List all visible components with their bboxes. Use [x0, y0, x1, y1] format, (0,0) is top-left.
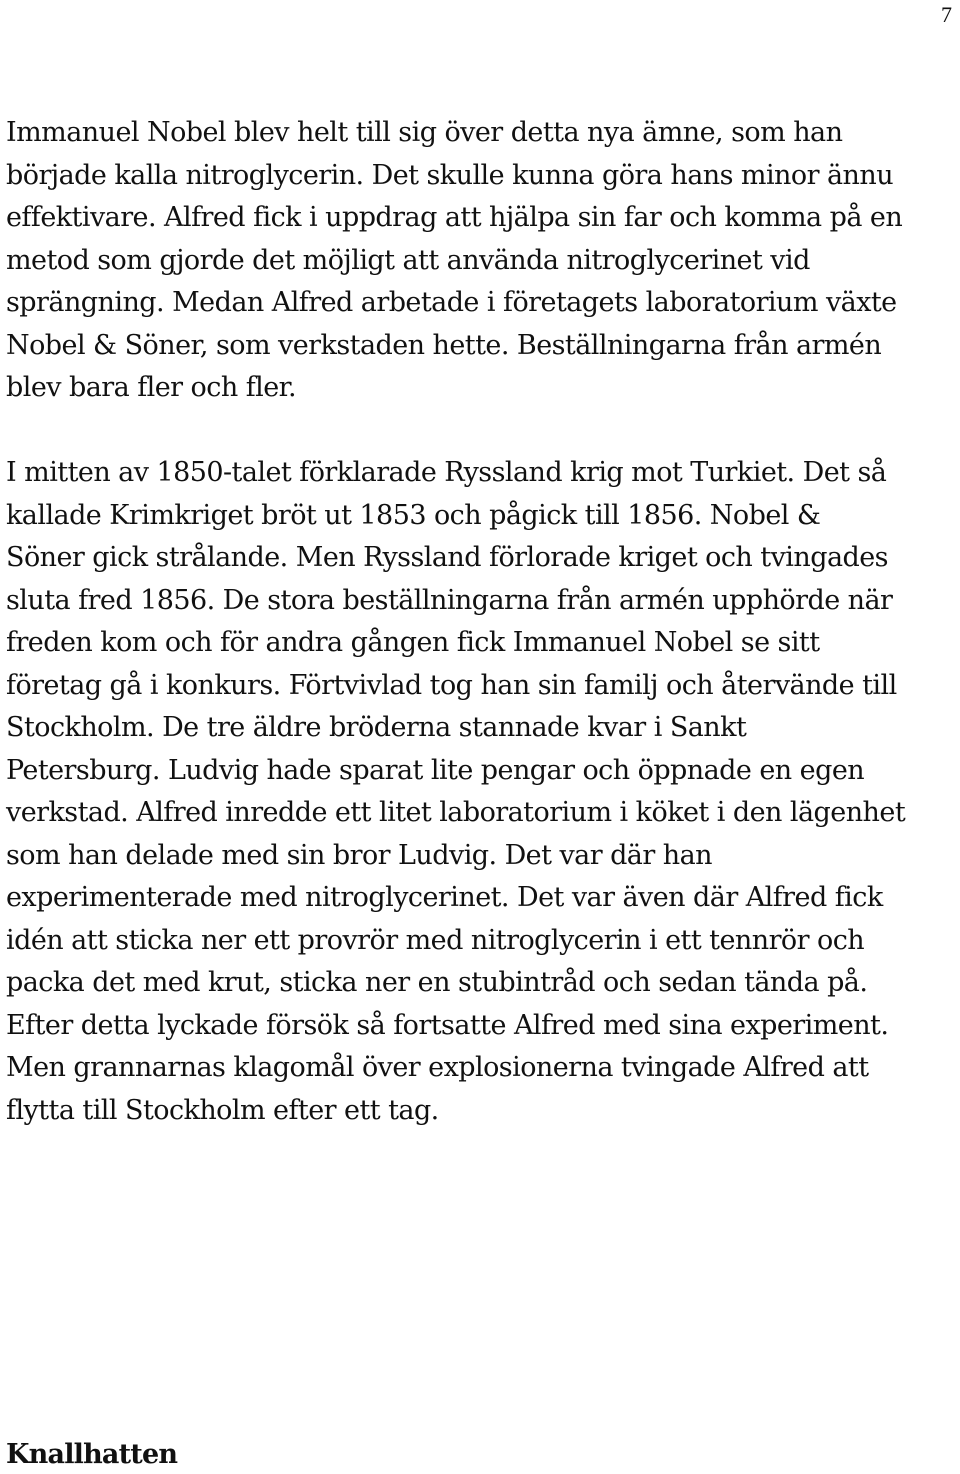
body-text: [6, 112, 946, 1132]
paragraph-nitroglycerin: Immanuel Nobel blev helt till sig över detta nya ämne, som han började kalla nitroglycerin. Det skulle kunna göra hans minor ännu effektivare. Alfred fick i uppdrag att hjälpa sin far och komma på en metod som gjorde det möjligt att använda nitroglycerinet vid sprängning. Medan Alfred arbetade i företagets laboratorium växte Nobel & Söner, som verkstaden hette. Beställningarna från armén blev bara fler och fler.: [6, 117, 903, 403]
section-heading: Knallhatten: [6, 1439, 178, 1470]
page-number: 7: [941, 2, 952, 27]
paragraph-crimean-war: I mitten av 1850-talet förklarade Ryssland krig mot Turkiet. Det så kallade Krimkriget bröt ut 1853 och pågick till 1856. Nobel & Söner gick strålande. Men Ryssland förlorade kriget och tvingades sluta fred 1856. De stora beställningarna från armén upphörde när freden kom och för andra gången fick Immanuel Nobel se sitt företag gå i konkurs. Förtvivlad tog han sin familj och återvände till Stockholm. De tre äldre bröderna stannade kvar i Sankt Petersburg. Ludvig hade sparat lite pengar och öppnade en egen verkstad. Alfred inredde ett litet laboratorium i köket i den lägenhet som han delade med sin bror Ludvig. Det var där han experimenterade med nitroglycerinet. Det var även där Alfred fick idén att sticka ner ett provrör med nitroglycerin i ett tennrör och packa det med krut, sticka ner en stubintråd och sedan tända på.: [6, 457, 906, 998]
paragraph-move-to-stockholm: Efter detta lyckade försök så fortsatte Alfred med sina experiment. Men grannarnas klagomål över explosionerna tvingade Alfred att flytta till Stockholm efter ett tag.: [6, 1009, 889, 1126]
